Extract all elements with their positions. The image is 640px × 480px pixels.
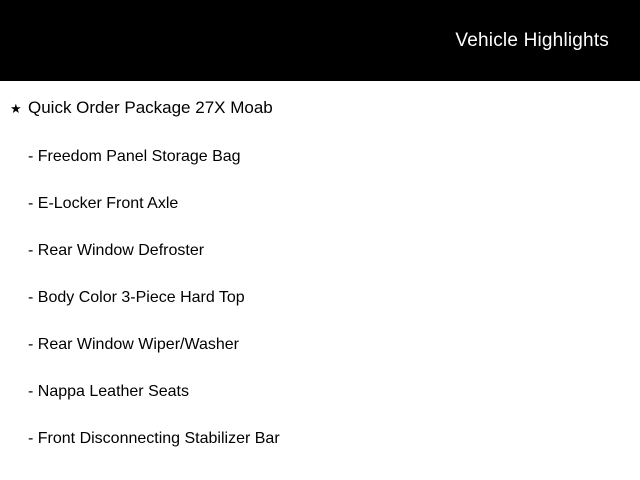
list-item: - Rear Window Defroster [28, 242, 205, 259]
page-title: Vehicle Highlights [455, 30, 609, 51]
list-item: - Front Disconnecting Stabilizer Bar [28, 430, 280, 447]
header-bar [0, 0, 640, 81]
list-item: - E-Locker Front Axle [28, 195, 179, 212]
list-item: - Body Color 3-Piece Hard Top [28, 289, 245, 306]
highlights-content [0, 97, 640, 449]
star-icon: ★ [10, 101, 22, 116]
list-item: - Nappa Leather Seats [28, 383, 189, 400]
highlight-main-label: Quick Order Package 27X Moab [28, 98, 273, 117]
list-item: - Freedom Panel Storage Bag [28, 148, 241, 165]
highlight-main-item [0, 97, 640, 120]
list-item: - Rear Window Wiper/Washer [28, 336, 240, 353]
